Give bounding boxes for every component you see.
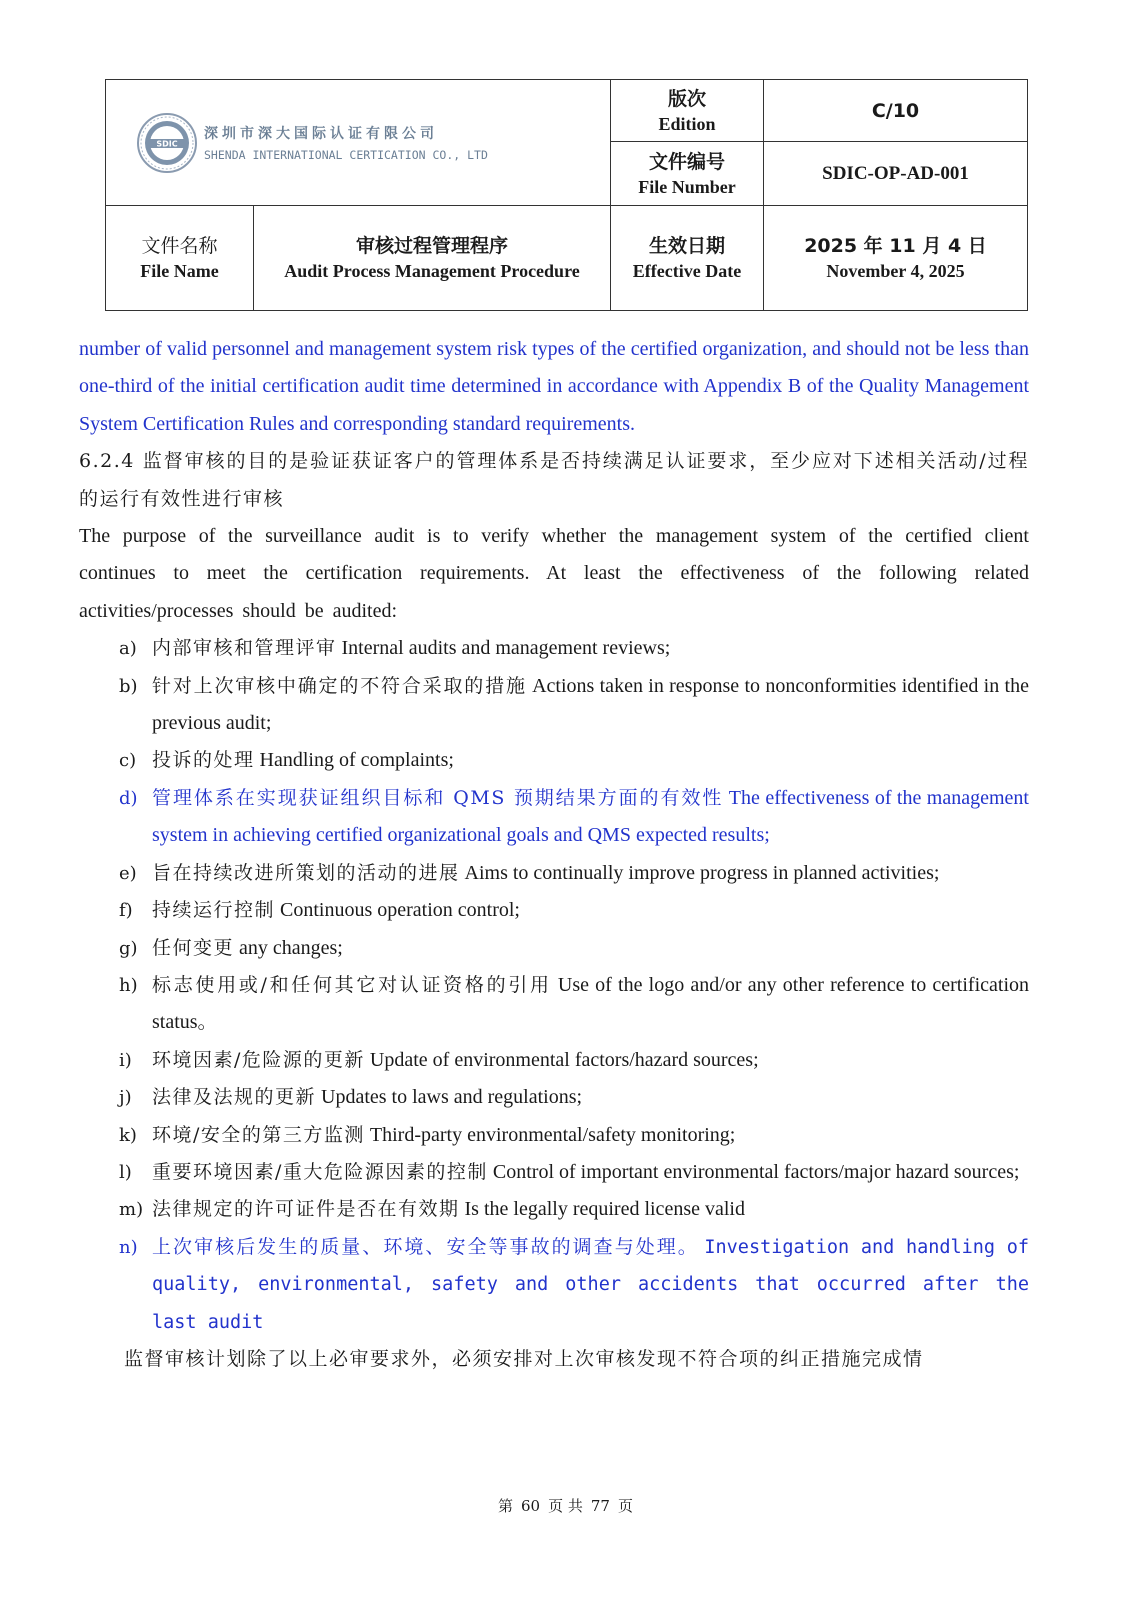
list-item: b) 针对上次审核中确定的不符合采取的措施 Actions taken in response to nonconformities identified in the previous audit;	[119, 674, 1029, 735]
list-item: f) 持续运行控制 Continuous operation control;	[119, 899, 520, 922]
audit-items-list	[79, 630, 1029, 1341]
file-number-value: SDIC-OP-AD-001	[822, 162, 969, 184]
file-number-label-en: File Number	[638, 176, 736, 197]
edition-label-en: Edition	[658, 113, 716, 134]
list-item: c) 投诉的处理 Handling of complaints;	[119, 749, 454, 772]
section-english-text: The purpose of the surveillance audit is to verify whether the management system of the certified client continues to meet the certification requirements. At least the effectiveness of the following related activities/processes should be audited:	[79, 525, 1029, 622]
edition-label-cn: 版次	[667, 87, 706, 110]
file-number-label-cell	[611, 142, 764, 206]
page-footer	[0, 1495, 1131, 1516]
list-item: g) 任何变更 any changes;	[119, 936, 343, 959]
list-item: k) 环境/安全的第三方监测 Third-party environmental/safety monitoring;	[119, 1123, 736, 1146]
company-name-en: SHENDA INTERNATIONAL CERTICATION CO., LTD	[204, 148, 488, 162]
company-logo-icon	[136, 112, 198, 174]
logo-text: SDIC	[156, 139, 178, 148]
document-body	[79, 331, 1029, 1378]
company-name-cn: 深圳市深大国际认证有限公司	[204, 126, 438, 142]
page-suffix: 页	[617, 1497, 633, 1515]
edition-value-cell	[764, 80, 1028, 142]
file-number-label-cn: 文件编号	[648, 150, 725, 173]
effective-date-label-en: Effective Date	[632, 261, 742, 281]
page-prefix: 第	[498, 1497, 514, 1515]
file-name-value-en: Audit Process Management Procedure	[284, 261, 580, 281]
file-name-label-cn: 文件名称	[141, 235, 218, 257]
list-item: i) 环境因素/危险源的更新 Update of environmental factors/hazard sources;	[119, 1048, 759, 1071]
document-header-table	[105, 79, 1028, 311]
list-item: d) 管理体系在实现获证组织目标和 QMS 预期结果方面的有效性 The effectiveness of the management system in achieving certified organizational goals and QMS expected results;	[119, 786, 1029, 847]
list-item: e) 旨在持续改进所策划的活动的进展 Aims to continually improve progress in planned activities;	[119, 861, 940, 884]
list-item: n) 上次审核后发生的质量、环境、安全等事故的调查与处理。 Investigation and handling of quality, environmental, safety and other accidents that occurred after the last audit	[119, 1235, 1029, 1333]
file-name-label-en: File Name	[140, 261, 219, 281]
effective-date-value-cell	[764, 206, 1028, 311]
list-item: a) 内部审核和管理评审 Internal audits and management reviews;	[119, 637, 671, 660]
file-number-value-cell	[764, 142, 1028, 206]
list-item: h) 标志使用或/和任何其它对认证资格的引用 Use of the logo and/or any other reference to certification status。	[119, 973, 1030, 1034]
effective-date-value-cn: 2025 年 11 月 4 日	[804, 235, 987, 257]
section-heading: 6.2.4 监督审核的目的是验证获证客户的管理体系是否持续满足认证要求，至少应对下述相关活动/过程的运行有效性进行审核	[79, 450, 1029, 510]
list-item: m) 法律规定的许可证件是否在有效期 Is the legally required license valid	[119, 1198, 745, 1221]
effective-date-value-en: November 4, 2025	[826, 261, 965, 281]
company-logo-cell	[106, 80, 611, 206]
page-total: 77	[590, 1497, 610, 1515]
effective-date-label-cell	[611, 206, 764, 311]
list-item: j) 法律及法规的更新 Updates to laws and regulations;	[119, 1086, 583, 1109]
file-name-value-cell	[254, 206, 611, 311]
file-name-value-cn: 审核过程管理程序	[355, 235, 508, 257]
edition-value: C/10	[871, 99, 920, 122]
page-mid: 页 共	[548, 1497, 583, 1515]
file-name-label-cell	[106, 206, 254, 311]
page-number: 60	[521, 1497, 541, 1515]
closing-line: 监督审核计划除了以上必审要求外，必须安排对上次审核发现不符合项的纠正措施完成情	[124, 1347, 924, 1370]
effective-date-label-cn: 生效日期	[648, 235, 725, 257]
edition-label-cell	[611, 80, 764, 142]
list-item: l) 重要环境因素/重大危险源因素的控制 Control of important environmental factors/major hazard sources;	[119, 1160, 1020, 1183]
continued-paragraph: number of valid personnel and management system risk types of the certified organization, and should not be less than one-third of the initial certification audit time determined in accordance with Appendix B of the Quality Management System Certification Rules and corresponding standard requirements.	[79, 338, 1029, 435]
